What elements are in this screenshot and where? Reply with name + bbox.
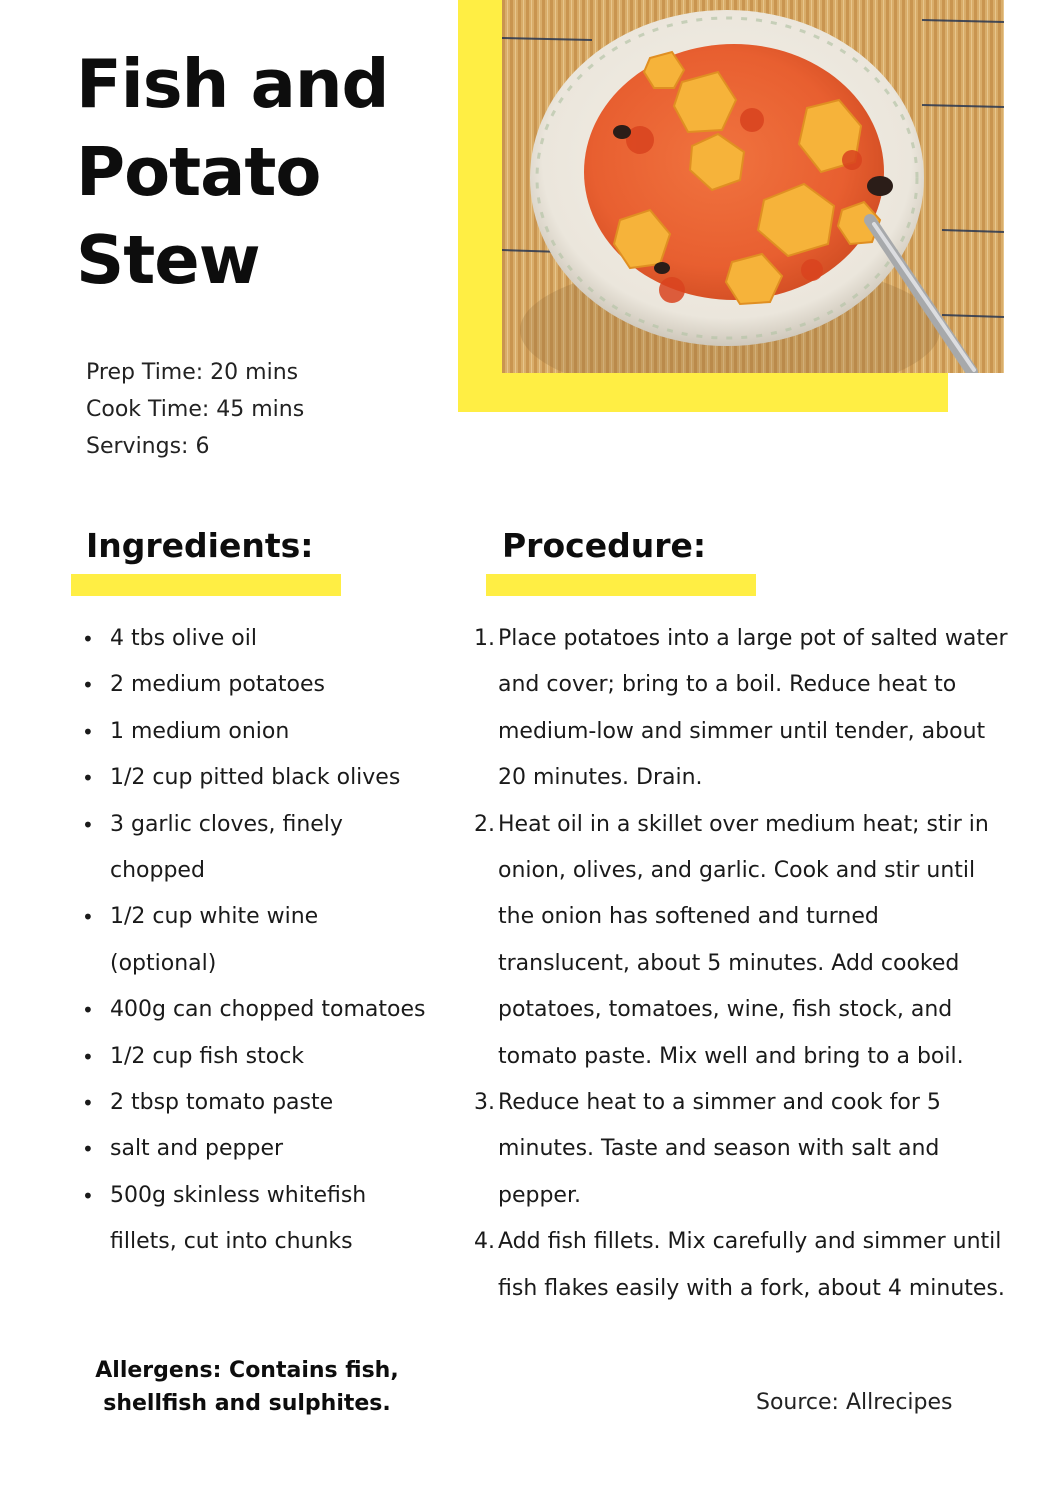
bullet-icon: • [82,1183,94,1208]
ingredient-item: • 1/2 cup white wine (optional) [78,894,428,987]
bullet-icon: • [82,673,94,698]
bullet-icon: • [82,766,94,791]
ingredients-list [78,616,428,1266]
ingredient-item: • 1/2 cup fish stock [78,1034,428,1080]
ingredient-item: • 1 medium onion [78,709,428,755]
step-number: 4. [474,1229,495,1255]
procedure-step [474,802,1014,1080]
ingredient-item: • salt and pepper [78,1126,428,1172]
procedure-heading: Procedure: [502,526,707,565]
bullet-icon: • [82,627,94,651]
prep-time: Prep Time: 20 mins [86,360,299,385]
source-credit: Source: Allrecipes [756,1390,953,1415]
ingredients-heading: Ingredients: [86,526,314,565]
cook-time: Cook Time: 45 mins [86,397,305,422]
ingredient-item: • 400g can chopped tomatoes [78,987,428,1033]
step-text: Heat oil in a skillet over medium heat; stir in onion, olives, and garlic. Cook and stir until the onion has softened and turned translucent, about 5 minutes. Add cooked potatoes, tomatoes, wine, fish stock, and tomato paste. Mix well and bring to a boil. [498,811,989,1069]
ingredient-item: • 4 tbs olive oil [78,616,428,662]
recipe-meta [86,354,304,465]
procedure-step [474,1080,1014,1219]
ingredient-item: • 2 tbsp tomato paste [78,1080,428,1126]
procedure-step [474,616,1014,802]
ingredient-item: • 500g skinless whitefish fillets, cut into chunks [78,1173,428,1266]
bullet-icon: • [82,1091,94,1116]
bullet-icon: • [82,1044,94,1069]
step-text: Add fish fillets. Mix carefully and simmer until fish flakes easily with a fork, about 4 minutes. [498,1229,1005,1301]
step-text: Place potatoes into a large pot of salted water and cover; bring to a boil. Reduce heat to medium-low and simmer until tender, about 20 minutes. Drain. [498,626,1008,791]
bullet-icon: • [82,905,94,930]
step-number: 1. [474,626,495,651]
ingredient-item: • 2 medium potatoes [78,662,428,708]
bullet-icon: • [82,998,94,1023]
ingredients-underline [71,574,341,596]
ingredient-item: • 3 garlic cloves, finely chopped [78,802,428,895]
ingredient-item: • 1/2 cup pitted black olives [78,755,428,801]
bullet-icon: • [82,812,94,837]
procedure-step [474,1219,1014,1312]
bullet-icon: • [82,1137,94,1162]
servings: Servings: 6 [86,434,210,459]
allergens-note: Allergens: Contains fish, shellfish and sulphites. [95,1358,399,1416]
recipe-title: Fish and Potato Stew [76,45,389,299]
bullet-icon: • [82,719,94,744]
stew-photo [502,0,1004,373]
step-number: 2. [474,811,495,837]
step-number: 3. [474,1090,495,1116]
procedure-list [474,616,1014,1312]
procedure-underline [486,574,756,596]
step-text: Reduce heat to a simmer and cook for 5 minutes. Taste and season with salt and pepper. [498,1090,941,1208]
